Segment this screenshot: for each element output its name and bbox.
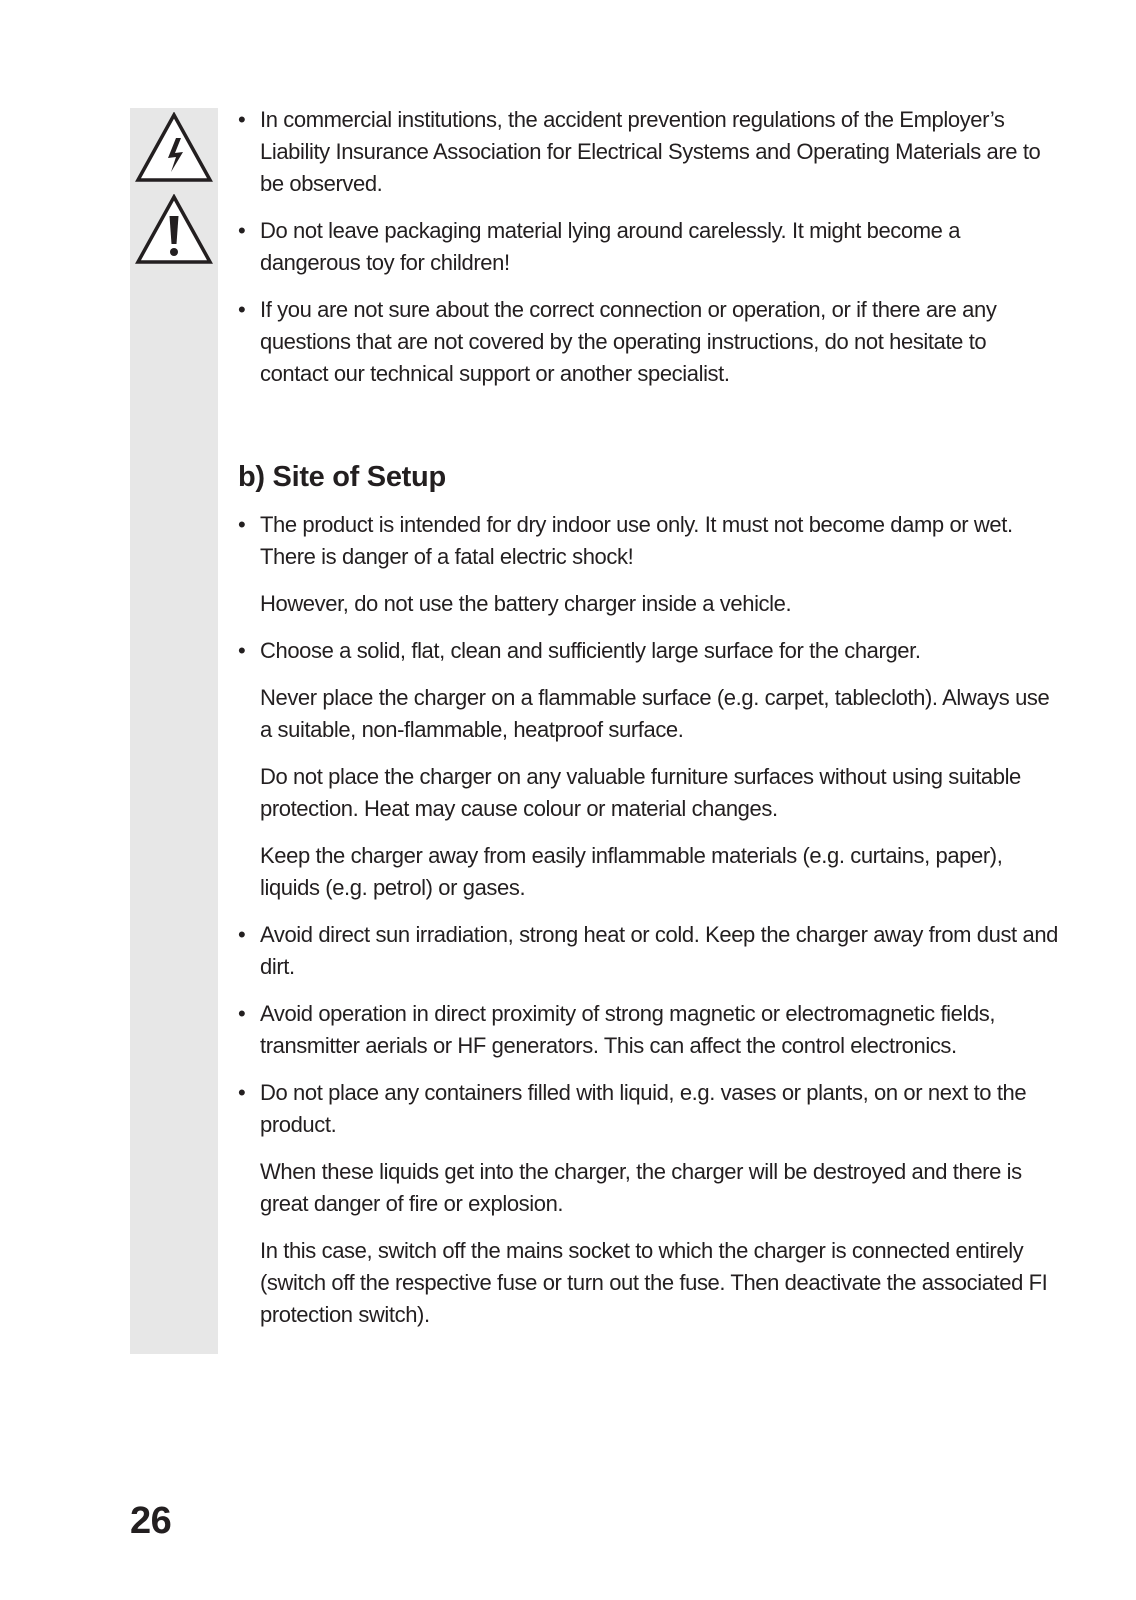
page-number: 26	[130, 1500, 172, 1542]
continuation-paragraph	[238, 1235, 1060, 1331]
bullet-marker: •	[238, 638, 246, 663]
bullet-marker: •	[238, 922, 246, 947]
continuation-paragraph	[238, 682, 1060, 746]
bullet-marker: •	[238, 218, 246, 243]
paragraph-text: Do not place the charger on any valuable furniture surfaces without using suitable protection. Heat may cause colour or material changes.	[260, 764, 1021, 821]
warning-sidebar	[130, 108, 218, 1354]
bullet-item	[238, 215, 1060, 279]
bullet-marker: •	[238, 1001, 246, 1026]
bullet-item	[238, 294, 1060, 390]
paragraph-text: The product is intended for dry indoor use only. It must not become damp or wet. There is danger of a fatal electric shock!	[260, 512, 1013, 569]
setup-safety-list	[238, 509, 1060, 1331]
main-content	[238, 104, 1060, 1346]
paragraph-text: Choose a solid, flat, clean and sufficiently large surface for the charger.	[260, 638, 921, 663]
continuation-paragraph	[238, 1156, 1060, 1220]
paragraph-text: Keep the charger away from easily inflammable materials (e.g. curtains, paper), liquids (e.g. petrol) or gases.	[260, 843, 1003, 900]
general-warning-icon	[135, 194, 213, 266]
continuation-paragraph	[238, 761, 1060, 825]
paragraph-text: When these liquids get into the charger, the charger will be destroyed and there is great danger of fire or explosion.	[260, 1159, 1022, 1216]
paragraph-text: Never place the charger on a flammable surface (e.g. carpet, tablecloth). Always use a suitable, non-flammable, heatproof surface.	[260, 685, 1050, 742]
bullet-marker: •	[238, 107, 246, 132]
section-spacer	[238, 405, 1060, 459]
bullet-item	[238, 919, 1060, 983]
bullet-item	[238, 104, 1060, 200]
continuation-paragraph	[238, 588, 1060, 620]
intro-safety-list	[238, 104, 1060, 390]
bullet-item	[238, 998, 1060, 1062]
paragraph-text: However, do not use the battery charger inside a vehicle.	[260, 591, 792, 616]
bullet-item	[238, 1077, 1060, 1141]
bullet-marker: •	[238, 1080, 246, 1105]
paragraph-text: In this case, switch off the mains socket to which the charger is connected entirely (switch off the respective fuse or turn out the fuse. Then deactivate the associated FI protection switch).	[260, 1238, 1048, 1327]
paragraph-text: Avoid direct sun irradiation, strong heat or cold. Keep the charger away from dust and dirt.	[260, 922, 1058, 979]
section-heading: b) Site of Setup	[238, 461, 446, 493]
bullet-item	[238, 509, 1060, 573]
bullet-item	[238, 635, 1060, 667]
paragraph-text: If you are not sure about the correct connection or operation, or if there are any questions that are not covered by the operating instructions, do not hesitate to contact our technical support or another specialist.	[260, 297, 997, 386]
high-voltage-warning-icon	[135, 112, 213, 184]
bullet-marker: •	[238, 297, 246, 322]
paragraph-text: In commercial institutions, the accident prevention regulations of the Employer’s Liability Insurance Association for Electrical Systems and Operating Materials are to be observed.	[260, 107, 1041, 196]
paragraph-text: Do not place any containers filled with liquid, e.g. vases or plants, on or next to the product.	[260, 1080, 1027, 1137]
bullet-marker: •	[238, 512, 246, 537]
paragraph-text: Avoid operation in direct proximity of strong magnetic or electromagnetic fields, transmitter aerials or HF generators. This can affect the control electronics.	[260, 1001, 996, 1058]
paragraph-text: Do not leave packaging material lying around carelessly. It might become a dangerous toy for children!	[260, 218, 961, 275]
continuation-paragraph	[238, 840, 1060, 904]
